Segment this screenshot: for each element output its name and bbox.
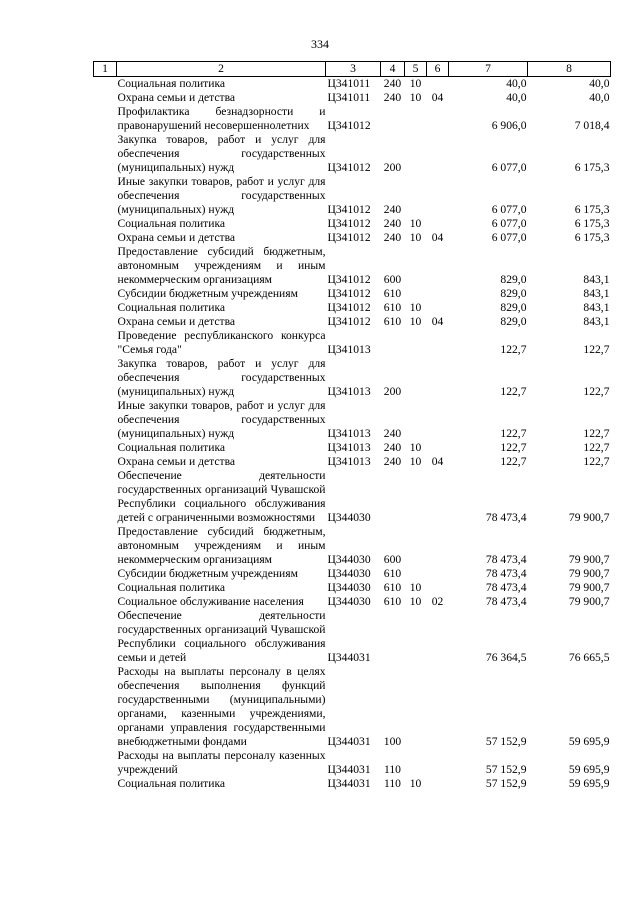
cell-name: Социальная политика	[117, 217, 226, 230]
table-header-row	[94, 62, 611, 77]
cell-vr	[381, 609, 405, 665]
header-col-3: 3	[326, 62, 381, 77]
table-row	[94, 287, 611, 301]
cell-pr	[427, 567, 449, 581]
cell-v1: 6 077,0	[491, 231, 527, 244]
cell-vr: 610	[383, 595, 402, 608]
cell-vr: 240	[383, 427, 402, 440]
table-row	[94, 245, 611, 287]
cell-rz	[405, 567, 427, 581]
cell-rz	[405, 469, 427, 525]
row-number-cell	[94, 441, 117, 455]
cell-pr: 04	[431, 315, 444, 328]
cell-name: Иные закупки товаров, работ и услуг для обеспечения государственных (муниципальных) нужд	[117, 399, 326, 440]
cell-v2: 6 175,3	[574, 203, 610, 216]
table-row	[94, 91, 611, 105]
cell-v1: 40,0	[506, 77, 527, 90]
header-col-4: 4	[381, 62, 405, 77]
cell-name: Социальная политика	[117, 777, 226, 790]
cell-v1: 829,0	[500, 287, 527, 300]
row-number-cell	[94, 749, 117, 777]
row-number-cell	[94, 301, 117, 315]
cell-code: Ц344030	[327, 595, 371, 608]
cell-v2: 122,7	[583, 427, 610, 440]
table-row	[94, 595, 611, 609]
cell-rz: 10	[409, 595, 422, 608]
table-row	[94, 217, 611, 231]
cell-code: Ц341013	[327, 385, 371, 398]
cell-vr: 200	[383, 161, 402, 174]
cell-code: Ц341011	[327, 91, 371, 104]
cell-name: Субсидии бюджетным учреждениям	[117, 287, 298, 300]
cell-name: Закупка товаров, работ и услуг для обеспечения государственных (муниципальных) нужд	[117, 357, 326, 398]
cell-pr	[427, 441, 449, 455]
cell-vr: 240	[383, 231, 402, 244]
cell-v2: 843,1	[583, 273, 610, 286]
table-row	[94, 525, 611, 567]
cell-rz	[405, 133, 427, 175]
row-number-cell	[94, 315, 117, 329]
header-col-1: 1	[94, 62, 117, 77]
row-number-cell	[94, 91, 117, 105]
row-number-cell	[94, 665, 117, 749]
header-col-6: 6	[427, 62, 449, 77]
cell-pr: 04	[431, 455, 444, 468]
cell-v2: 6 175,3	[574, 217, 610, 230]
cell-code: Ц341013	[327, 427, 371, 440]
row-number-cell	[94, 399, 117, 441]
cell-name: Социальная политика	[117, 581, 226, 594]
cell-rz: 10	[409, 91, 422, 104]
cell-code: Ц344030	[327, 581, 371, 594]
row-number-cell	[94, 469, 117, 525]
header-col-2: 2	[117, 62, 326, 77]
cell-v1: 6 906,0	[491, 119, 527, 132]
table-body	[94, 77, 611, 792]
cell-rz	[405, 329, 427, 357]
row-number-cell	[94, 217, 117, 231]
cell-v1: 76 364,5	[485, 651, 527, 664]
cell-pr	[427, 301, 449, 315]
table-row	[94, 469, 611, 525]
cell-pr	[427, 469, 449, 525]
cell-pr	[427, 217, 449, 231]
cell-v2: 122,7	[583, 441, 610, 454]
cell-rz: 10	[409, 301, 422, 314]
cell-v1: 57 152,9	[485, 777, 527, 790]
cell-v2: 76 665,5	[568, 651, 610, 664]
cell-rz: 10	[409, 777, 422, 790]
cell-pr	[427, 133, 449, 175]
cell-v1: 40,0	[506, 91, 527, 104]
cell-v2: 6 175,3	[574, 161, 610, 174]
cell-rz: 10	[409, 77, 422, 90]
cell-pr: 04	[431, 231, 444, 244]
cell-vr: 240	[383, 203, 402, 216]
cell-v1: 6 077,0	[491, 217, 527, 230]
cell-v1: 57 152,9	[485, 763, 527, 776]
row-number-cell	[94, 357, 117, 399]
cell-v2: 843,1	[583, 287, 610, 300]
cell-pr	[427, 175, 449, 217]
cell-pr	[427, 777, 449, 791]
cell-rz	[405, 525, 427, 567]
cell-code: Ц344031	[327, 777, 371, 790]
cell-pr	[427, 77, 449, 92]
budget-table	[93, 61, 611, 791]
cell-pr	[427, 399, 449, 441]
cell-v1: 829,0	[500, 315, 527, 328]
cell-v2: 122,7	[583, 455, 610, 468]
cell-vr: 240	[383, 455, 402, 468]
cell-pr	[427, 749, 449, 777]
row-number-cell	[94, 77, 117, 92]
cell-rz	[405, 175, 427, 217]
row-number-cell	[94, 595, 117, 609]
table-row	[94, 567, 611, 581]
cell-vr	[381, 329, 405, 357]
cell-rz	[405, 609, 427, 665]
cell-v1: 78 473,4	[485, 553, 527, 566]
cell-v2: 59 695,9	[568, 777, 610, 790]
table-row	[94, 175, 611, 217]
table-row	[94, 455, 611, 469]
cell-v1: 122,7	[500, 441, 527, 454]
cell-code: Ц341012	[327, 203, 371, 216]
header-col-5: 5	[405, 62, 427, 77]
cell-vr: 610	[383, 301, 402, 314]
cell-v1: 78 473,4	[485, 595, 527, 608]
cell-code: Ц341012	[327, 287, 371, 300]
cell-v2: 843,1	[583, 301, 610, 314]
cell-v1: 122,7	[500, 455, 527, 468]
row-number-cell	[94, 525, 117, 567]
cell-rz: 10	[409, 217, 422, 230]
row-number-cell	[94, 329, 117, 357]
cell-v1: 122,7	[500, 385, 527, 398]
cell-vr: 610	[383, 315, 402, 328]
cell-vr: 610	[383, 581, 402, 594]
cell-v1: 122,7	[500, 343, 527, 356]
cell-code: Ц344031	[327, 651, 371, 664]
row-number-cell	[94, 609, 117, 665]
cell-rz	[405, 749, 427, 777]
cell-vr: 240	[383, 441, 402, 454]
cell-v1: 6 077,0	[491, 203, 527, 216]
cell-code: Ц344030	[327, 511, 371, 524]
cell-code: Ц341013	[327, 343, 371, 356]
cell-v1: 6 077,0	[491, 161, 527, 174]
cell-v1: 78 473,4	[485, 511, 527, 524]
table-row	[94, 357, 611, 399]
cell-pr	[427, 105, 449, 133]
cell-pr	[427, 581, 449, 595]
table-row	[94, 105, 611, 133]
cell-rz	[405, 665, 427, 749]
cell-code: Ц341012	[327, 301, 371, 314]
cell-vr: 600	[383, 273, 402, 286]
table-row	[94, 777, 611, 791]
cell-v1: 57 152,9	[485, 735, 527, 748]
row-number-cell	[94, 175, 117, 217]
cell-name: Обеспечение деятельности государственных организаций Чувашской Республики социального обслуживания детей с ограниченными возможностями	[117, 469, 326, 524]
cell-rz: 10	[409, 441, 422, 454]
cell-name: Расходы на выплаты персоналу казенных учреждений	[117, 749, 326, 776]
cell-pr	[427, 245, 449, 287]
cell-v2: 122,7	[583, 343, 610, 356]
table-row	[94, 231, 611, 245]
cell-name: Социальная политика	[117, 441, 226, 454]
cell-rz	[405, 245, 427, 287]
cell-code: Ц341011	[327, 77, 371, 90]
cell-vr: 110	[384, 763, 401, 776]
cell-rz: 10	[409, 231, 422, 244]
table-row	[94, 315, 611, 329]
table-row	[94, 581, 611, 595]
cell-pr	[427, 609, 449, 665]
cell-v1: 78 473,4	[485, 567, 527, 580]
cell-v2: 7 018,4	[574, 119, 610, 132]
table-row	[94, 301, 611, 315]
cell-name: Охрана семьи и детства	[117, 231, 236, 244]
cell-v2: 40,0	[589, 77, 610, 90]
cell-pr	[427, 665, 449, 749]
cell-v2: 79 900,7	[568, 581, 610, 594]
row-number-cell	[94, 287, 117, 301]
cell-pr	[427, 525, 449, 567]
cell-rz: 10	[409, 581, 422, 594]
cell-v2: 79 900,7	[568, 567, 610, 580]
cell-pr: 02	[431, 595, 444, 608]
cell-vr: 100	[383, 735, 402, 748]
cell-vr	[381, 105, 405, 133]
cell-code: Ц344031	[327, 735, 371, 748]
cell-v2: 59 695,9	[568, 735, 610, 748]
row-number-cell	[94, 105, 117, 133]
cell-rz	[405, 105, 427, 133]
cell-v2: 79 900,7	[568, 595, 610, 608]
cell-code: Ц341012	[327, 273, 371, 286]
cell-v2: 79 900,7	[568, 511, 610, 524]
row-number-cell	[94, 231, 117, 245]
cell-v2: 40,0	[589, 91, 610, 104]
cell-code: Ц344031	[327, 763, 371, 776]
cell-name: Социальная политика	[117, 301, 226, 314]
row-number-cell	[94, 455, 117, 469]
cell-name: Предоставление субсидий бюджетным, автономным учреждениям и иным некоммерческим организациям	[117, 245, 326, 286]
row-number-cell	[94, 777, 117, 791]
cell-name: Предоставление субсидий бюджетным, автономным учреждениям и иным некоммерческим организациям	[117, 525, 326, 566]
cell-vr: 610	[383, 567, 402, 580]
cell-rz	[405, 399, 427, 441]
cell-code: Ц344030	[327, 567, 371, 580]
cell-name: Охрана семьи и детства	[117, 315, 236, 328]
cell-rz	[405, 287, 427, 301]
cell-v2: 122,7	[583, 385, 610, 398]
row-number-cell	[94, 567, 117, 581]
cell-vr: 240	[383, 91, 402, 104]
cell-code: Ц341012	[327, 315, 371, 328]
cell-v1: 829,0	[500, 301, 527, 314]
cell-pr	[427, 357, 449, 399]
table-row	[94, 665, 611, 749]
header-col-8: 8	[528, 62, 611, 77]
cell-v1: 829,0	[500, 273, 527, 286]
cell-name: Иные закупки товаров, работ и услуг для обеспечения государственных (муниципальных) нужд	[117, 175, 326, 216]
table-row	[94, 329, 611, 357]
cell-name: Обеспечение деятельности государственных организаций Чувашской Республики социального обслуживания семьи и детей	[117, 609, 326, 664]
cell-name: Закупка товаров, работ и услуг для обеспечения государственных (муниципальных) нужд	[117, 133, 326, 174]
cell-pr	[427, 287, 449, 301]
cell-code: Ц341013	[327, 455, 371, 468]
row-number-cell	[94, 581, 117, 595]
cell-vr: 240	[383, 217, 402, 230]
cell-name: Охрана семьи и детства	[117, 91, 236, 104]
header-col-7: 7	[449, 62, 528, 77]
table-row	[94, 77, 611, 92]
row-number-cell	[94, 245, 117, 287]
cell-rz: 10	[409, 455, 422, 468]
cell-name: Охрана семьи и детства	[117, 455, 236, 468]
cell-name: Социальная политика	[117, 77, 226, 90]
cell-code: Ц341013	[327, 441, 371, 454]
cell-vr: 110	[384, 777, 401, 790]
cell-v2: 79 900,7	[568, 553, 610, 566]
table-row	[94, 749, 611, 777]
cell-v2: 6 175,3	[574, 231, 610, 244]
cell-name: Профилактика безнадзорности и правонарушений несовершеннолетних	[117, 105, 326, 132]
table-row	[94, 133, 611, 175]
table-row	[94, 399, 611, 441]
cell-v2: 843,1	[583, 315, 610, 328]
cell-name: Субсидии бюджетным учреждениям	[117, 567, 298, 580]
table-row	[94, 609, 611, 665]
cell-pr	[427, 329, 449, 357]
cell-rz: 10	[409, 315, 422, 328]
cell-v1: 122,7	[500, 427, 527, 440]
cell-vr: 200	[383, 385, 402, 398]
cell-vr: 240	[383, 77, 402, 90]
cell-pr: 04	[431, 91, 444, 104]
cell-code: Ц344030	[327, 553, 371, 566]
cell-rz	[405, 357, 427, 399]
row-number-cell	[94, 133, 117, 175]
page-number: 334	[311, 37, 329, 51]
cell-vr: 610	[383, 287, 402, 300]
cell-v1: 78 473,4	[485, 581, 527, 594]
cell-code: Ц341012	[327, 231, 371, 244]
cell-code: Ц341012	[327, 161, 371, 174]
cell-code: Ц341012	[327, 119, 371, 132]
cell-name: Социальное обслуживание населения	[117, 595, 304, 608]
cell-vr: 600	[383, 553, 402, 566]
cell-name: Проведение республиканского конкурса "Семья года"	[117, 329, 326, 356]
cell-vr	[381, 469, 405, 525]
cell-v2: 59 695,9	[568, 763, 610, 776]
cell-name: Расходы на выплаты персоналу в целях обеспечения выполнения функций государственными (муниципальными) органами, казенными учреждениями, органами управления государственными внебюджетными фондами	[117, 665, 326, 748]
table-row	[94, 441, 611, 455]
cell-code: Ц341012	[327, 217, 371, 230]
